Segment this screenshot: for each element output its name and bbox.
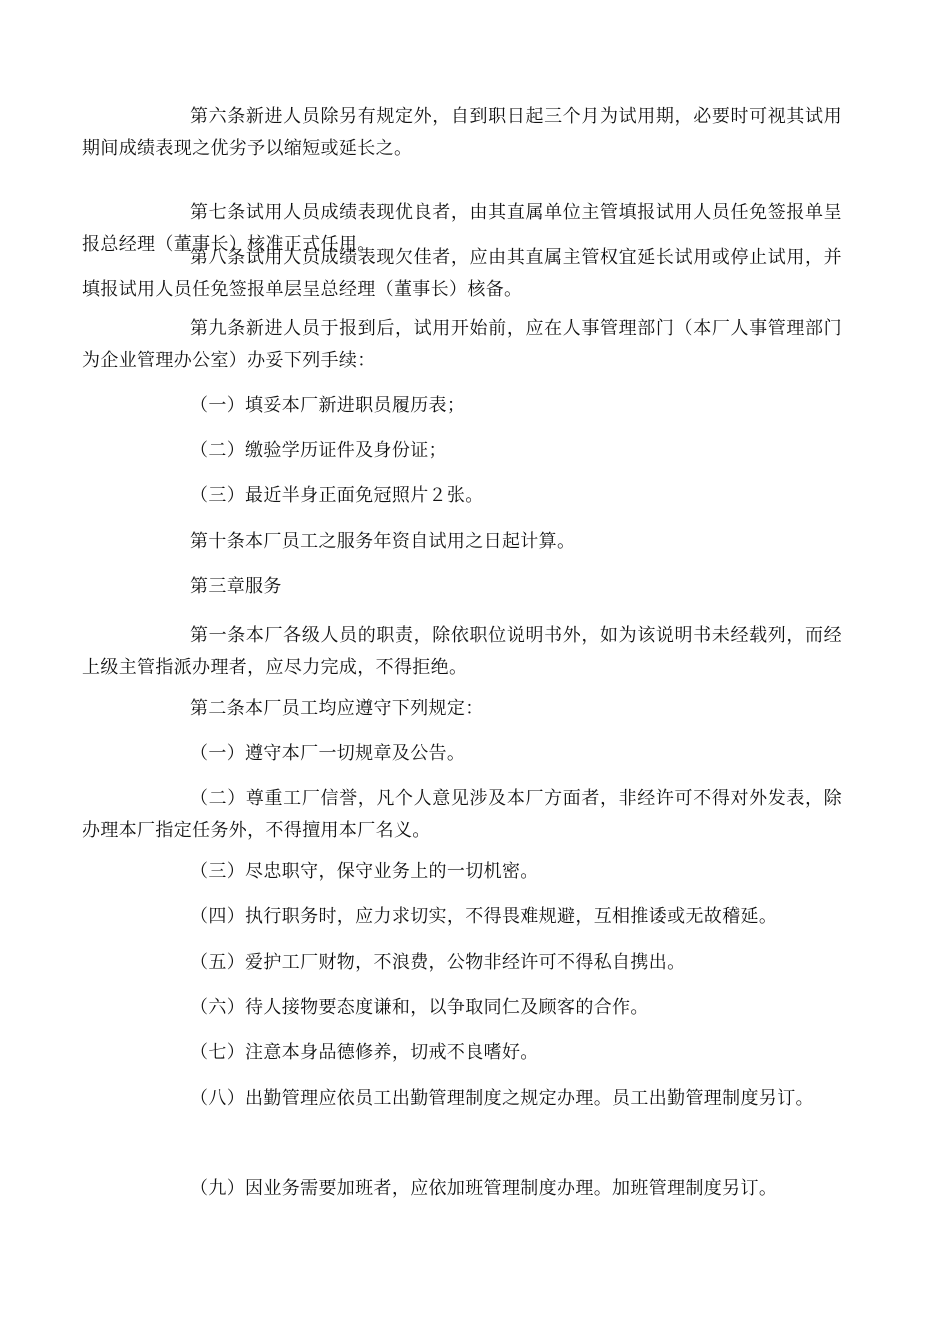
rule-item-2: （二）尊重工厂信誉，凡个人意见涉及本厂方面者，非经许可不得对外发表，除办理本厂指定任务外，不得擅用本厂名义。 — [82, 788, 842, 841]
rule-item-8: （八）出勤管理应依员工出勤管理制度之规定办理。员工出勤管理制度另订。 — [190, 1088, 814, 1109]
rule-item-5: （五）爱护工厂财物，不浪费，公物非经许可不得私自携出。 — [190, 952, 686, 973]
rule-item-4: （四）执行职务时，应力求切实，不得畏难规避，互相推诿或无故稽延。 — [190, 906, 778, 927]
paragraph-article-8: 第八条试用人员成绩表现欠佳者，应由其直属主管权宜延长试用或停止试用，并填报试用人员任免签报单层呈总经理（董事长）核备。 — [82, 247, 842, 300]
paragraph-article-9: 第九条新进人员于报到后，试用开始前，应在人事管理部门（本厂人事管理部门为企业管理办公室）办妥下列手续： — [82, 318, 842, 371]
list-item-2: （二）缴验学历证件及身份证； — [190, 440, 447, 461]
paragraph-article-1: 第一条本厂各级人员的职责，除依职位说明书外，如为该说明书未经载列，而经上级主管指派办理者，应尽力完成，不得拒绝。 — [82, 625, 842, 678]
list-item-3: （三）最近半身正面免冠照片２张。 — [190, 485, 484, 506]
paragraph-article-7: 第七条试用人员成绩表现优良者，由其直属单位主管填报试用人员任免签报单呈报总经理（董事长）核准正式任用。 — [82, 202, 842, 255]
paragraph-article-2: 第二条本厂员工均应遵守下列规定： — [190, 698, 484, 719]
rule-item-3: （三）尽忠职守，保守业务上的一切机密。 — [190, 861, 539, 882]
rule-item-1: （一）遵守本厂一切规章及公告。 — [190, 743, 466, 764]
chapter-heading: 第三章服务 — [190, 576, 282, 597]
rule-item-9: （九）因业务需要加班者，应依加班管理制度办理。加班管理制度另订。 — [190, 1178, 778, 1199]
list-item-1: （一）填妥本厂新进职员履历表； — [190, 395, 466, 416]
rule-item-6: （六）待人接物要态度谦和，以争取同仁及顾客的合作。 — [190, 997, 649, 1018]
rule-item-7: （七）注意本身品德修养，切戒不良嗜好。 — [190, 1042, 539, 1063]
paragraph-article-6: 第六条新进人员除另有规定外，自到职日起三个月为试用期，必要时可视其试用期间成绩表现之优劣予以缩短或延长之。 — [82, 106, 842, 159]
paragraph-article-10: 第十条本厂员工之服务年资自试用之日起计算。 — [190, 531, 576, 552]
